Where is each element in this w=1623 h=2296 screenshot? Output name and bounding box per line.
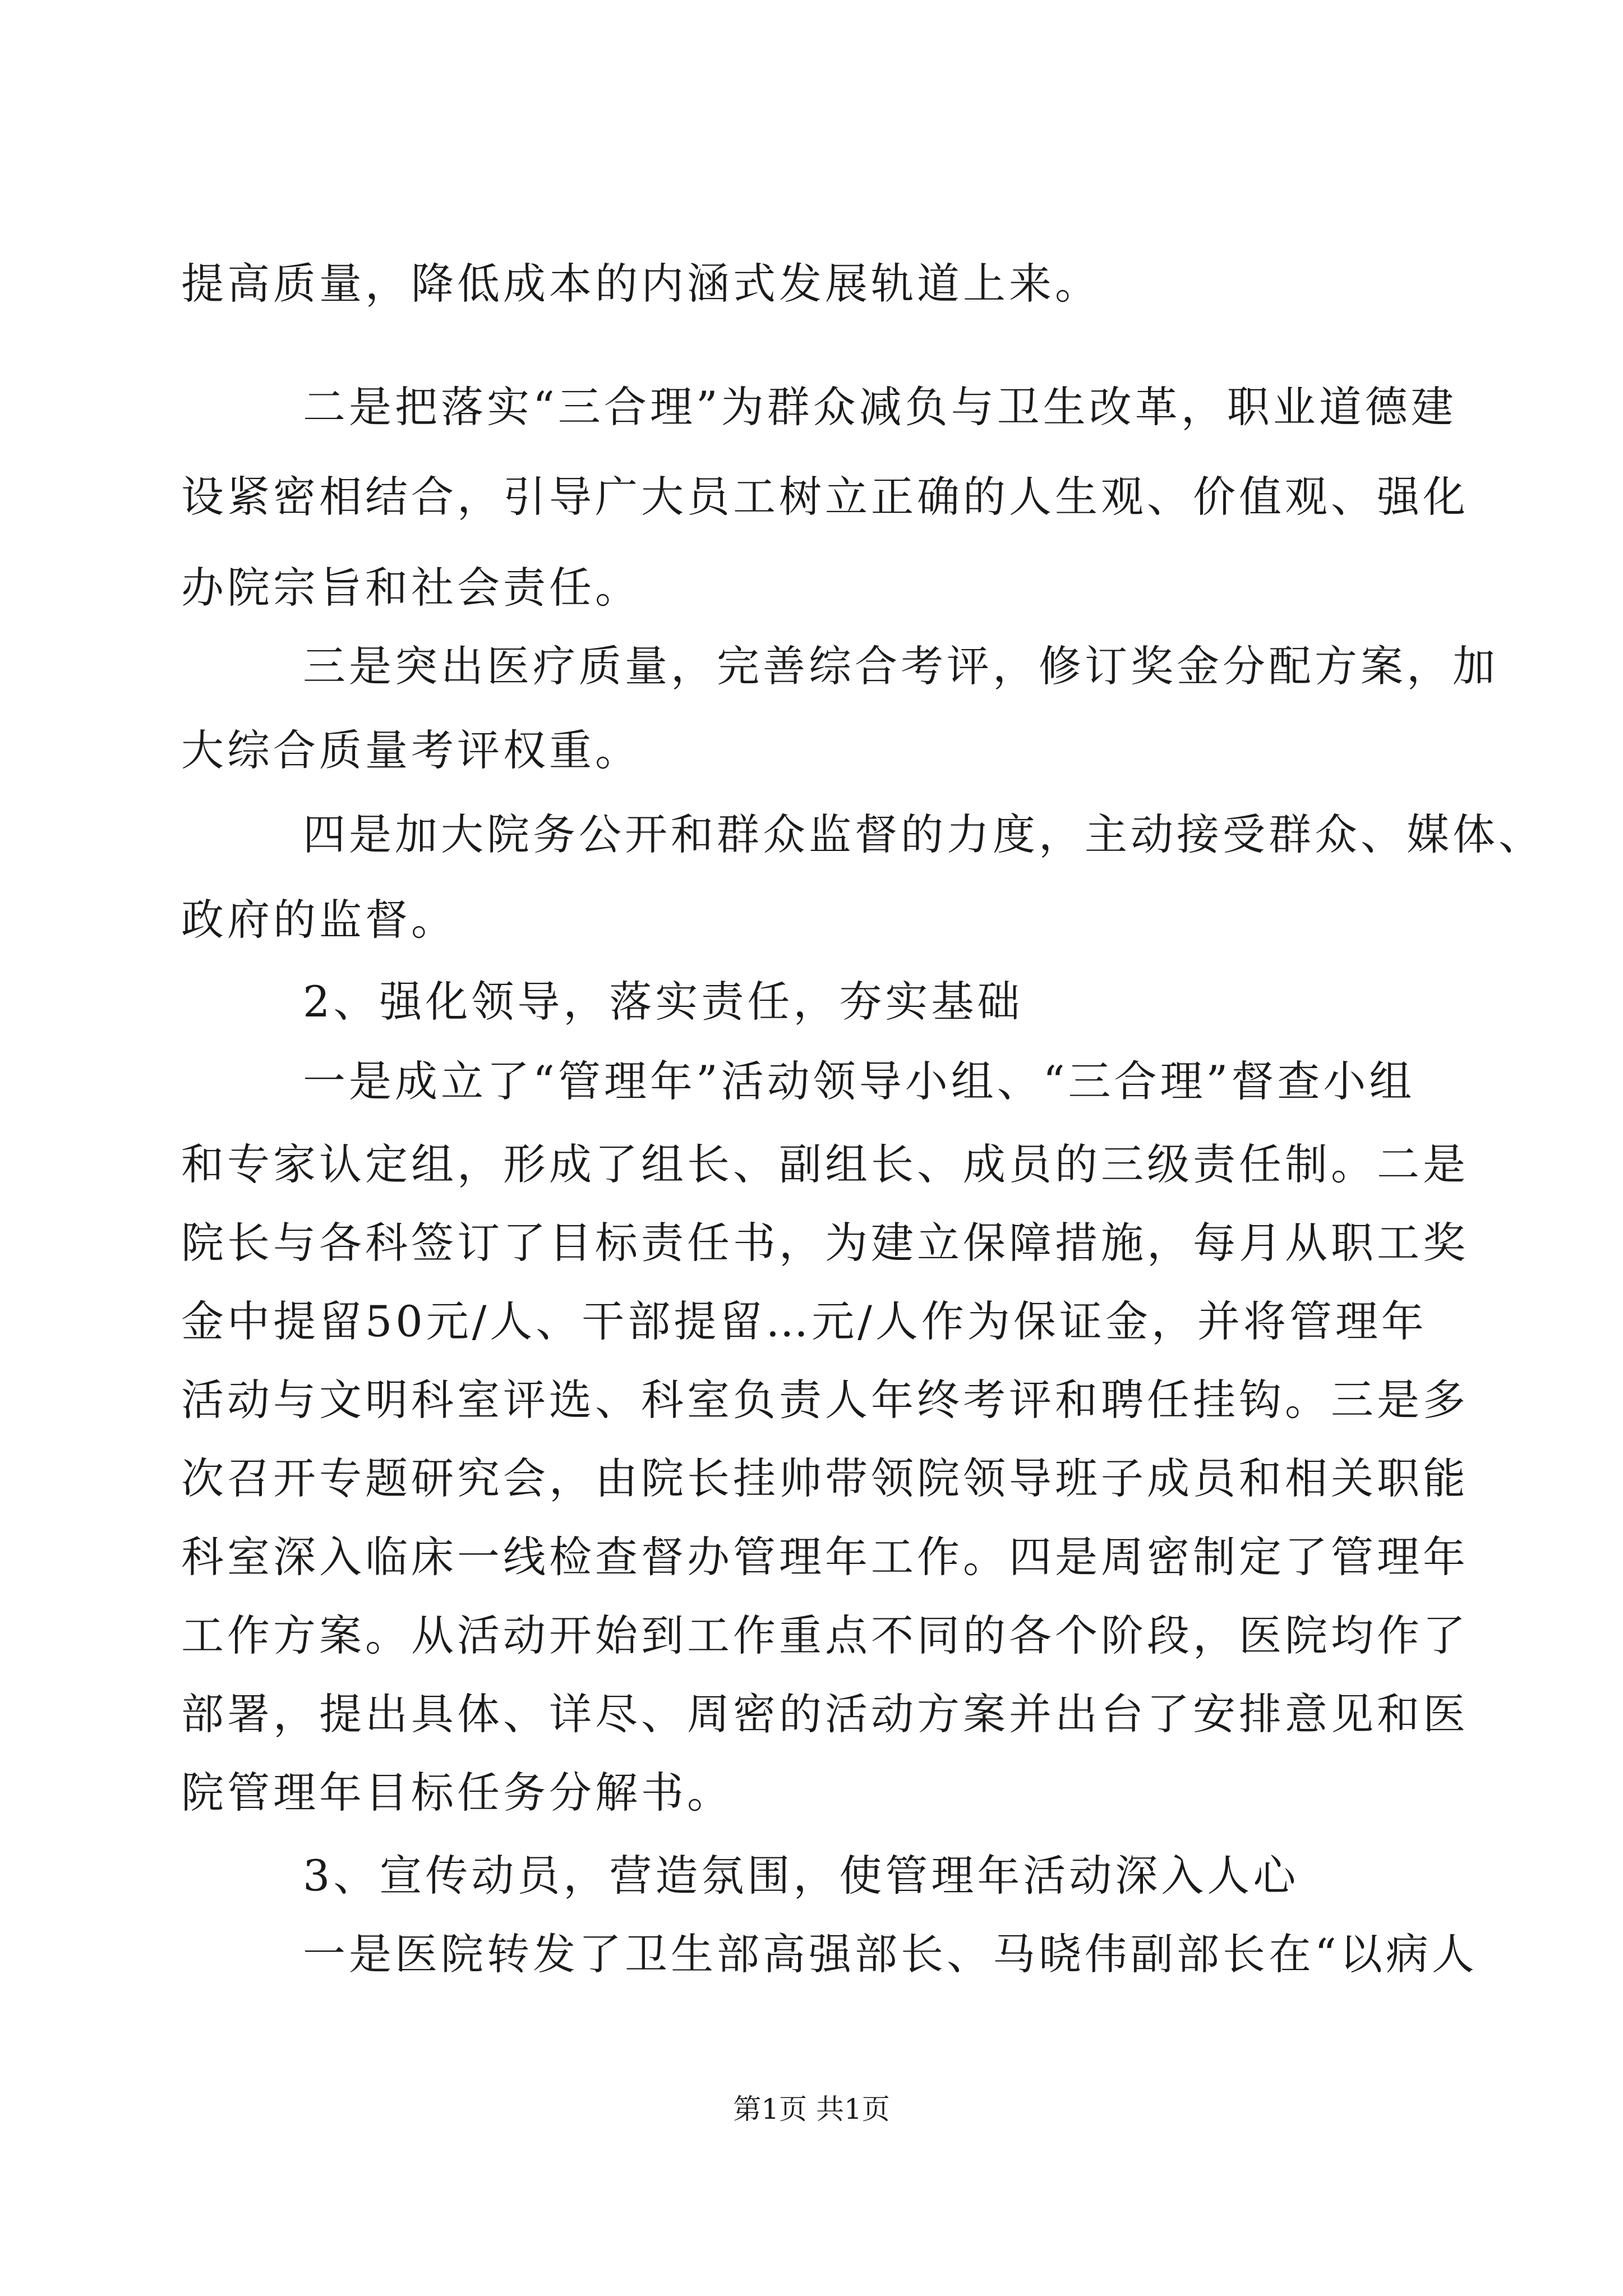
text-line: 次召开专题研究会，由院长挂帅带领院领导班子成员和相关职能 — [181, 1453, 1469, 1503]
text-line: 活动与文明科室评选、科室负责人年终考评和聘任挂钩。三是多 — [181, 1375, 1469, 1425]
text-line: 一是医院转发了卫生部高强部长、马晓伟副部长在“以病人 — [303, 1929, 1478, 1979]
text-line: 提高质量，降低成本的内涵式发展轨道上来。 — [181, 259, 1101, 309]
text-line: 一是成立了“管理年”活动领导小组、“三合理”督查小组 — [303, 1056, 1415, 1106]
text-line: 院长与各科签订了目标责任书，为建立保障措施，每月从职工奖 — [181, 1218, 1469, 1268]
text-line: 金中提留50元/人、干部提留…元/人作为保证金，并将管理年 — [181, 1296, 1427, 1346]
text-line: 科室深入临床一线检查督办管理年工作。四是周密制定了管理年 — [181, 1532, 1469, 1582]
text-line: 院管理年目标任务分解书。 — [181, 1768, 733, 1818]
page-footer: 第1页 共1页 — [733, 2093, 890, 2125]
section-heading: 3、宣传动员，营造氛围，使管理年活动深入人心 — [303, 1851, 1299, 1901]
text-line: 三是突出医疗质量，完善综合考评，修订奖金分配方案，加 — [303, 641, 1498, 691]
text-line: 设紧密相结合，引导广大员工树立正确的人生观、价值观、强化 — [181, 472, 1469, 522]
text-line: 大综合质量考评权重。 — [181, 725, 641, 775]
text-line: 二是把落实“三合理”为群众减负与卫生改革，职业道德建 — [303, 382, 1457, 432]
text-line: 政府的监督。 — [181, 895, 457, 945]
section-heading: 2、强化领导，落实责任，夯实基础 — [303, 977, 1023, 1027]
text-line: 四是加大院务公开和群众监督的力度，主动接受群众、媒体、 — [303, 809, 1544, 859]
text-line: 和专家认定组，形成了组长、副组长、成员的三级责任制。二是 — [181, 1139, 1469, 1189]
text-line: 部署，提出具体、详尽、周密的活动方案并出台了安排意见和医 — [181, 1689, 1469, 1739]
text-line: 工作方案。从活动开始到工作重点不同的各个阶段，医院均作了 — [181, 1611, 1469, 1660]
text-line: 办院宗旨和社会责任。 — [181, 563, 641, 613]
